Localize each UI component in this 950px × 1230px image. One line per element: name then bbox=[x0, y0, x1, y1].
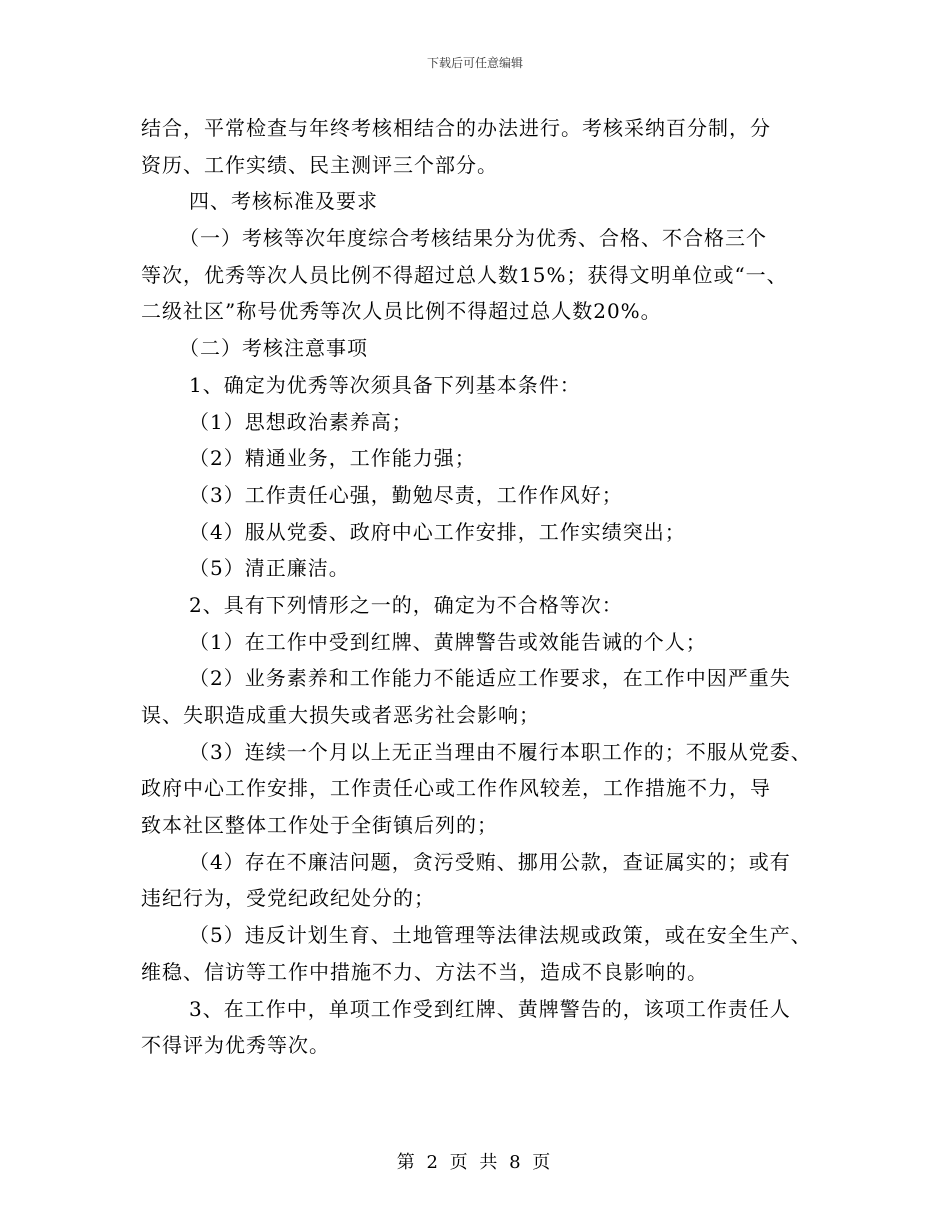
list-item: （3）连续一个月以上无正当理由不履行本职工作的；不服从党委、 bbox=[189, 739, 812, 764]
text-line: 3、在工作中，单项工作受到红牌、黄牌警告的，该项工作责任人 bbox=[189, 996, 791, 1021]
list-item: （1）思想政治素养高； bbox=[189, 409, 413, 434]
list-item: （5）清正廉洁。 bbox=[189, 556, 350, 581]
subsection-heading: （二）考核注意事项 bbox=[179, 336, 368, 361]
document-body bbox=[141, 110, 821, 1064]
list-item: （2）精通业务，工作能力强； bbox=[189, 446, 476, 471]
text-line: 1、确定为优秀等次须具备下列基本条件： bbox=[189, 372, 581, 397]
text-line: 2、具有下列情形之一的，确定为不合格等次： bbox=[189, 592, 623, 617]
text-line: 等次，优秀等次人员比例不得超过总人数15%；获得文明单位或“一、 bbox=[141, 262, 788, 287]
section-heading: 四、考核标准及要求 bbox=[189, 189, 378, 214]
list-item: （4）服从党委、政府中心工作安排，工作实绩突出； bbox=[189, 519, 686, 544]
text-line: 违纪行为，受党纪政纪处分的； bbox=[141, 886, 435, 911]
list-item: （2）业务素养和工作能力不能适应工作要求，在工作中因严重失 bbox=[189, 666, 791, 691]
text-line: 结合，平常检查与年终考核相结合的办法进行。考核采纳百分制，分 bbox=[141, 116, 771, 140]
page-footer: 第 2 页 共 8 页 bbox=[396, 1152, 554, 1173]
text-line: （一）考核等次年度综合考核结果分为优秀、合格、不合格三个 bbox=[179, 226, 767, 251]
text-line: 致本社区整体工作处于全街镇后列的； bbox=[141, 813, 498, 838]
text-line: 维稳、信访等工作中措施不力、方法不当，造成不良影响的。 bbox=[141, 959, 708, 984]
page-header: 下载后可任意编辑 bbox=[426, 56, 523, 70]
list-item: （1）在工作中受到红牌、黄牌警告或效能告诫的个人； bbox=[189, 629, 707, 654]
list-item: （4）存在不廉洁问题，贪污受贿、挪用公款，查证属实的；或有 bbox=[189, 849, 791, 874]
list-item: （3）工作责任心强，勤勉尽责，工作作风好； bbox=[189, 482, 623, 507]
text-line: 不得评为优秀等次。 bbox=[141, 1033, 330, 1058]
text-line: 资历、工作实绩、民主测评三个部分。 bbox=[141, 152, 498, 177]
text-line: 政府中心工作安排，工作责任心或工作作风较差，工作措施不力，导 bbox=[141, 776, 771, 801]
text-line: 二级社区”称号优秀等次人员比例不得超过总人数20%。 bbox=[141, 299, 662, 324]
list-item: （5）违反计划生育、土地管理等法律法规或政策，或在安全生产、 bbox=[189, 923, 812, 948]
text-line: 误、失职造成重大损失或者恶劣社会影响； bbox=[141, 703, 540, 727]
